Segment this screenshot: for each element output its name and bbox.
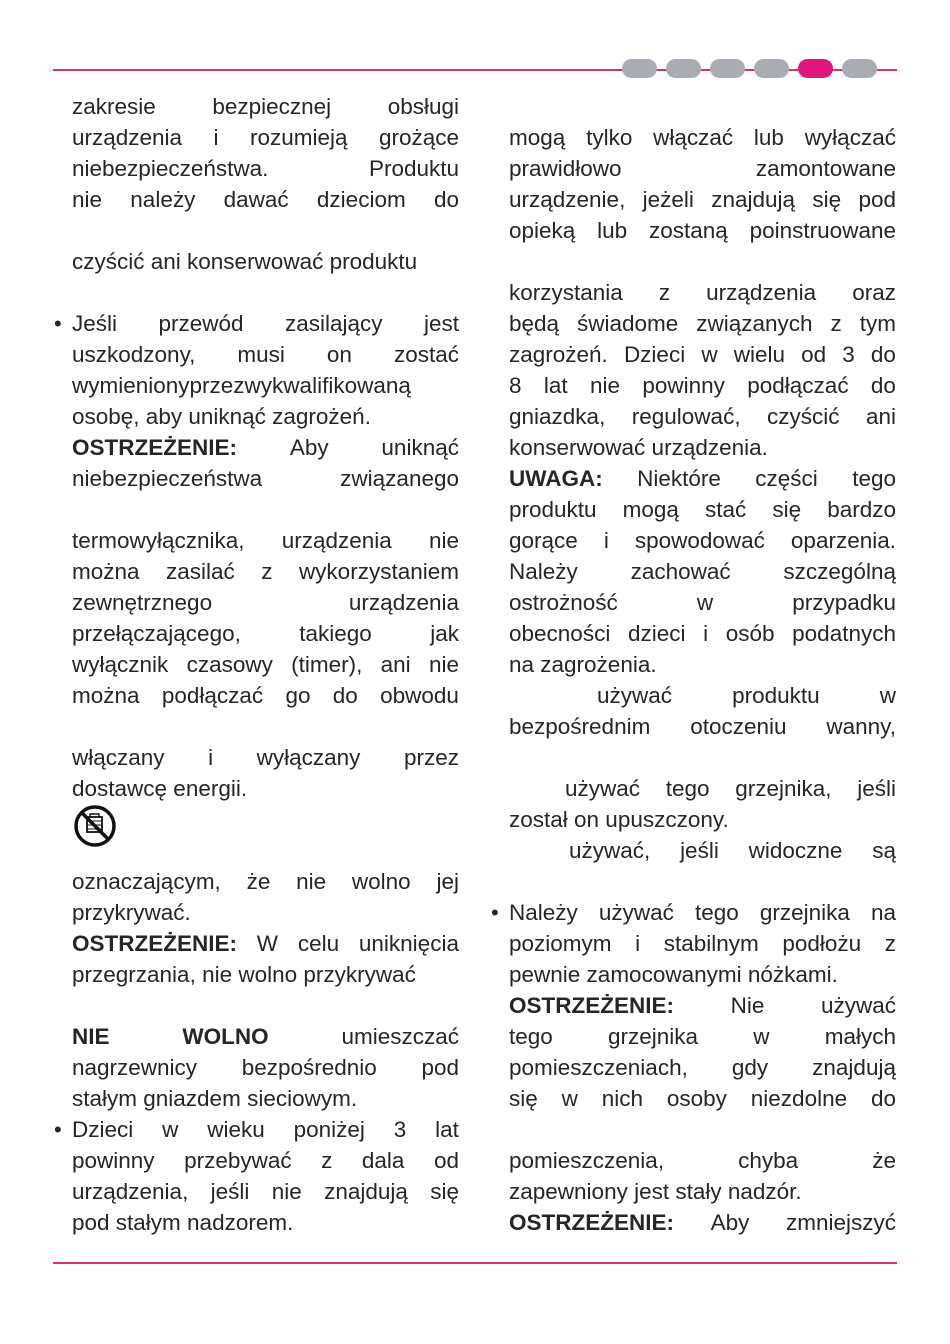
- word: na zagrożenia.: [509, 652, 657, 677]
- word: grożące: [378, 125, 459, 150]
- word: pod: [858, 187, 896, 212]
- word: znajdują: [324, 1179, 408, 1204]
- word: korzystania: [509, 280, 623, 305]
- do-not-cover-icon: [73, 804, 117, 848]
- text-line: [509, 463, 896, 494]
- word: w: [701, 342, 718, 367]
- word: przewód: [158, 311, 244, 336]
- word: nie: [589, 373, 620, 398]
- word: wykorzystaniem: [298, 559, 459, 584]
- bold-label: OSTRZEŻENIE:: [509, 1210, 675, 1235]
- word: tego: [665, 776, 710, 801]
- word: poziomym: [509, 931, 612, 956]
- word: od: [801, 342, 827, 367]
- text-line: [509, 1021, 896, 1052]
- word: grzejnika: [759, 900, 850, 925]
- word: pomieszczeniach,: [509, 1055, 688, 1080]
- text-line: [72, 835, 459, 866]
- bold-label: WOLNO: [182, 1024, 269, 1049]
- word: w: [162, 1117, 179, 1142]
- page-dot: [622, 59, 657, 78]
- word: pod stałym nadzorem.: [72, 1210, 294, 1235]
- word: bezpiecznej: [212, 94, 332, 119]
- page-dot: [754, 59, 789, 78]
- word: tego: [852, 466, 896, 491]
- word: zapewniony jest stały nadzór.: [509, 1179, 802, 1204]
- text-line: [72, 122, 459, 153]
- text-line: [54, 308, 459, 339]
- word: Dzieci: [623, 342, 686, 367]
- text-line: [509, 1207, 896, 1238]
- text-line: [72, 215, 459, 246]
- word: można: [72, 683, 140, 708]
- word: znajdują: [711, 187, 796, 212]
- word: czasowy: [186, 652, 273, 677]
- word: uniknąć: [381, 435, 459, 460]
- word: urządzenia: [72, 125, 183, 150]
- text-line: [72, 1083, 459, 1114]
- text-line: [72, 246, 459, 277]
- word: powinny: [642, 373, 725, 398]
- word: urządzenia,: [72, 1179, 189, 1204]
- word: że: [872, 1148, 896, 1173]
- text-line: [509, 525, 896, 556]
- word: świadome: [577, 311, 679, 336]
- word: nich: [601, 1086, 644, 1111]
- word: nie: [271, 1179, 302, 1204]
- word: osób: [725, 621, 775, 646]
- text-line: [72, 1145, 459, 1176]
- bullet: •: [491, 900, 499, 925]
- text-line: [509, 308, 896, 339]
- word: bardzo: [827, 497, 896, 522]
- word: do: [870, 1086, 896, 1111]
- word: przebywać: [184, 1148, 292, 1173]
- word: prawidłowo: [509, 156, 622, 181]
- text-line: [72, 649, 459, 680]
- word: z: [321, 1148, 333, 1173]
- word: z: [884, 931, 896, 956]
- word: wanny,: [826, 714, 896, 739]
- text-line: [509, 835, 896, 866]
- word: przegrzania, nie wolno przykrywać: [72, 962, 416, 987]
- word: urządzenia: [706, 280, 817, 305]
- word: można: [72, 559, 140, 584]
- text-line: [509, 1176, 896, 1207]
- word: włączać: [653, 125, 734, 150]
- text-line: [509, 153, 896, 184]
- text-line: [72, 959, 459, 990]
- word: oznaczającym,: [72, 869, 221, 894]
- text-line: [509, 122, 896, 153]
- word: używać: [565, 776, 641, 801]
- word: wyłączany: [256, 745, 361, 770]
- text-line: [509, 1083, 896, 1114]
- word: na: [870, 900, 896, 925]
- word: wyłączać: [804, 125, 896, 150]
- text-line: [72, 1176, 459, 1207]
- text-line: [72, 773, 459, 804]
- word: został on upuszczony.: [509, 807, 729, 832]
- text-line: [509, 773, 896, 804]
- word: się: [430, 1179, 459, 1204]
- text-line: [509, 990, 896, 1021]
- text-line: [509, 215, 896, 246]
- word: opieką: [509, 218, 576, 243]
- word: tego: [509, 1024, 553, 1049]
- word: używać: [597, 683, 673, 708]
- word: stałym gniazdem sieciowym.: [72, 1086, 358, 1111]
- footer-rule: [53, 1262, 897, 1264]
- text-line: [509, 959, 896, 990]
- word: zmniejszyć: [785, 1210, 896, 1235]
- word: uniknięcia: [358, 931, 459, 956]
- word: (timer),: [291, 652, 363, 677]
- word: zostać: [393, 342, 459, 367]
- bold-label: OSTRZEŻENIE:: [509, 993, 675, 1018]
- word: dawać: [223, 187, 289, 212]
- word: spowodować: [634, 528, 765, 553]
- text-line: [72, 1207, 459, 1238]
- text-line: [72, 742, 459, 773]
- word: do: [870, 373, 896, 398]
- word: urządzenie,: [509, 187, 626, 212]
- word: tylko: [586, 125, 633, 150]
- word: używać: [598, 900, 674, 925]
- text-line: [509, 1114, 896, 1145]
- word: szczególną: [783, 559, 896, 584]
- text-line: [509, 556, 896, 587]
- word: bezpośrednim: [509, 714, 651, 739]
- page-dot: [666, 59, 701, 78]
- word: wieku: [207, 1117, 265, 1142]
- word: związanych: [696, 311, 813, 336]
- word: przykrywać.: [72, 900, 191, 925]
- word: jeżeli: [642, 187, 694, 212]
- word: i: [208, 745, 214, 770]
- word: grzejnika: [608, 1024, 699, 1049]
- word: osoby: [666, 1086, 727, 1111]
- word: go: [285, 683, 311, 708]
- text-line: [509, 1145, 896, 1176]
- text-line: [72, 1021, 459, 1052]
- word: stabilnym: [663, 931, 759, 956]
- text-line: [72, 463, 459, 494]
- text-line: [509, 401, 896, 432]
- word: tym: [859, 311, 896, 336]
- word: mogą: [622, 497, 679, 522]
- text-line: [509, 928, 896, 959]
- word: używać,: [569, 838, 651, 863]
- word: ani: [865, 404, 896, 429]
- word: Aby: [710, 1210, 750, 1235]
- word: i: [703, 621, 709, 646]
- word: zasilać: [166, 559, 235, 584]
- word: otoczeniu: [690, 714, 787, 739]
- word: czyścić: [767, 404, 840, 429]
- word: nie: [296, 869, 327, 894]
- word: w: [879, 683, 896, 708]
- word: oparzenia.: [790, 528, 896, 553]
- word: z: [830, 311, 842, 336]
- text-line: [72, 866, 459, 897]
- word: lat: [435, 1117, 459, 1142]
- word: i: [635, 931, 641, 956]
- word: mogą: [509, 125, 566, 150]
- word: i: [213, 125, 219, 150]
- word: zasilający: [284, 311, 383, 336]
- word: nie: [428, 652, 459, 677]
- word: w: [753, 1024, 770, 1049]
- text-line: [72, 556, 459, 587]
- word: powinny: [72, 1148, 155, 1173]
- word: konserwować urządzenia.: [509, 435, 768, 460]
- word: wielu: [733, 342, 785, 367]
- word: Aby: [289, 435, 329, 460]
- word: dzieciom: [316, 187, 406, 212]
- text-line: [72, 432, 459, 463]
- word: chyba: [738, 1148, 799, 1173]
- bold-label: OSTRZEŻENIE:: [72, 435, 238, 460]
- word: on: [326, 342, 352, 367]
- word: Należy: [509, 900, 578, 925]
- word: zakresie: [72, 94, 156, 119]
- word: dala: [361, 1148, 405, 1173]
- page-dot: [710, 59, 745, 78]
- word: termowyłącznika,: [72, 528, 245, 553]
- word: grzejnika,: [735, 776, 832, 801]
- word: jak: [430, 621, 459, 646]
- word: pomieszczenia,: [509, 1148, 665, 1173]
- bullet: •: [54, 1117, 62, 1142]
- word: gniazdka,: [509, 404, 606, 429]
- word: obsługi: [387, 94, 459, 119]
- word: gorące: [509, 528, 578, 553]
- text-line: [509, 1052, 896, 1083]
- word: do: [332, 683, 358, 708]
- word: umieszczać: [341, 1024, 459, 1049]
- word: małych: [824, 1024, 896, 1049]
- word: związanego: [340, 466, 459, 491]
- word: przez: [403, 745, 459, 770]
- text-line: [509, 339, 896, 370]
- word: poinstruowane: [749, 218, 896, 243]
- page-dot: [842, 59, 877, 78]
- page-dot-active: [798, 59, 833, 78]
- word: zostaną: [649, 218, 728, 243]
- word: i: [603, 528, 609, 553]
- word: gdy: [731, 1055, 769, 1080]
- text-line: [72, 91, 459, 122]
- text-line: [491, 897, 896, 928]
- word: czyścić ani konserwować produktu: [72, 249, 418, 274]
- word: niezdolne: [750, 1086, 848, 1111]
- text-line: [72, 1052, 459, 1083]
- word: że: [246, 869, 271, 894]
- text-line: [509, 432, 896, 463]
- word: dzieci: [627, 621, 686, 646]
- bullet: •: [54, 311, 62, 336]
- word: lub: [597, 218, 628, 243]
- text-line: [54, 1114, 459, 1145]
- bold-label: OSTRZEŻENIE:: [72, 931, 238, 956]
- text-line: [72, 153, 459, 184]
- word: obwodu: [380, 683, 459, 708]
- text-line: [509, 711, 896, 742]
- text-line: [72, 897, 459, 928]
- word: z: [658, 280, 671, 305]
- text-line: [72, 587, 459, 618]
- text-line: [509, 804, 896, 835]
- word: podłączać: [161, 683, 264, 708]
- word: uszkodzony,: [72, 342, 196, 367]
- word: jest: [423, 311, 459, 336]
- word: urządzenia: [281, 528, 392, 553]
- word: 8: [509, 373, 522, 398]
- text-line: [509, 680, 896, 711]
- word: rozumieją: [249, 125, 348, 150]
- word: wymienionyprzezwykwalifikowaną: [72, 373, 411, 398]
- word: jeśli: [680, 838, 719, 863]
- word: do: [870, 342, 896, 367]
- word: zachować: [630, 559, 731, 584]
- word: ani: [380, 652, 411, 677]
- word: pod: [421, 1055, 459, 1080]
- word: produktu: [509, 497, 597, 522]
- word: do: [433, 187, 459, 212]
- word: tego: [694, 900, 739, 925]
- word: się: [812, 187, 842, 212]
- word: Produktu: [368, 156, 459, 181]
- bold-label: NIE: [72, 1024, 110, 1049]
- word: zagrożeń.: [509, 342, 608, 367]
- text-line: [509, 742, 896, 773]
- word: się: [509, 1086, 538, 1111]
- word: w: [561, 1086, 578, 1111]
- word: 3: [393, 1117, 407, 1142]
- text-line: [72, 525, 459, 556]
- word: lub: [753, 125, 784, 150]
- text-line: [72, 370, 459, 401]
- word: włączany: [72, 745, 165, 770]
- word: będą: [509, 311, 560, 336]
- word: przypadku: [792, 590, 896, 615]
- word: lat: [543, 373, 568, 398]
- text-line: [72, 618, 459, 649]
- word: ostrożność: [509, 590, 618, 615]
- word: urządzenia: [348, 590, 459, 615]
- word: widoczne: [748, 838, 843, 863]
- word: jej: [436, 869, 459, 894]
- text-line: [72, 804, 459, 835]
- text-line: [509, 494, 896, 525]
- word: bezpośrednio: [241, 1055, 377, 1080]
- text-line: [72, 184, 459, 215]
- word: obecności: [509, 621, 611, 646]
- word: nagrzewnicy: [72, 1055, 198, 1080]
- word: od: [433, 1148, 459, 1173]
- word: takiego: [299, 621, 372, 646]
- word: jeśli: [210, 1179, 250, 1204]
- word: poniżej: [293, 1117, 365, 1142]
- word: Nie: [730, 993, 765, 1018]
- text-line: [72, 339, 459, 370]
- text-line: [509, 618, 896, 649]
- word: stać: [705, 497, 747, 522]
- word: Dzieci: [72, 1117, 134, 1142]
- word: nie: [72, 187, 103, 212]
- word: regulować,: [631, 404, 741, 429]
- word: używać: [820, 993, 896, 1018]
- word: w: [696, 590, 714, 615]
- word: osobę, aby uniknąć zagrożeń.: [72, 404, 371, 429]
- word: celu: [297, 931, 340, 956]
- word: wolno: [351, 869, 411, 894]
- word: zewnętrznego: [72, 590, 213, 615]
- word: podłożu: [782, 931, 862, 956]
- text-line: [72, 277, 459, 308]
- word: Jeśli: [72, 311, 118, 336]
- word: z: [261, 559, 273, 584]
- text-line: [72, 494, 459, 525]
- text-line: [509, 277, 896, 308]
- word: Niektóre: [637, 466, 721, 491]
- word: W: [256, 931, 279, 956]
- word: przełączającego,: [72, 621, 241, 646]
- word: niebezpieczeństwa.: [72, 156, 269, 181]
- word: części: [755, 466, 818, 491]
- text-line: [72, 928, 459, 959]
- word: wyłącznik: [72, 652, 169, 677]
- word: podłączać: [747, 373, 849, 398]
- page-indicator: [622, 59, 877, 78]
- word: jeśli: [857, 776, 896, 801]
- text-line: [72, 680, 459, 711]
- text-line: [509, 246, 896, 277]
- text-line: [509, 866, 896, 897]
- word: są: [872, 838, 896, 863]
- text-line: [509, 587, 896, 618]
- word: oraz: [852, 280, 896, 305]
- word: niebezpieczeństwa: [72, 466, 263, 491]
- text-line: [509, 649, 896, 680]
- bold-label: UWAGA:: [509, 466, 603, 491]
- word: należy: [130, 187, 196, 212]
- word: znajdują: [812, 1055, 896, 1080]
- word: się: [772, 497, 802, 522]
- word: produktu: [732, 683, 820, 708]
- text-line: [72, 990, 459, 1021]
- text-line: [72, 711, 459, 742]
- word: pewnie zamocowanymi nóżkami.: [509, 962, 838, 987]
- word: Należy: [509, 559, 578, 584]
- word: 3: [842, 342, 855, 367]
- word: podatnych: [792, 621, 896, 646]
- text-line: [509, 370, 896, 401]
- word: dostawcę energii.: [72, 776, 248, 801]
- text-line: [509, 184, 896, 215]
- word: nie: [428, 528, 459, 553]
- word: musi: [237, 342, 285, 367]
- word: zamontowane: [755, 156, 896, 181]
- text-line: [72, 401, 459, 432]
